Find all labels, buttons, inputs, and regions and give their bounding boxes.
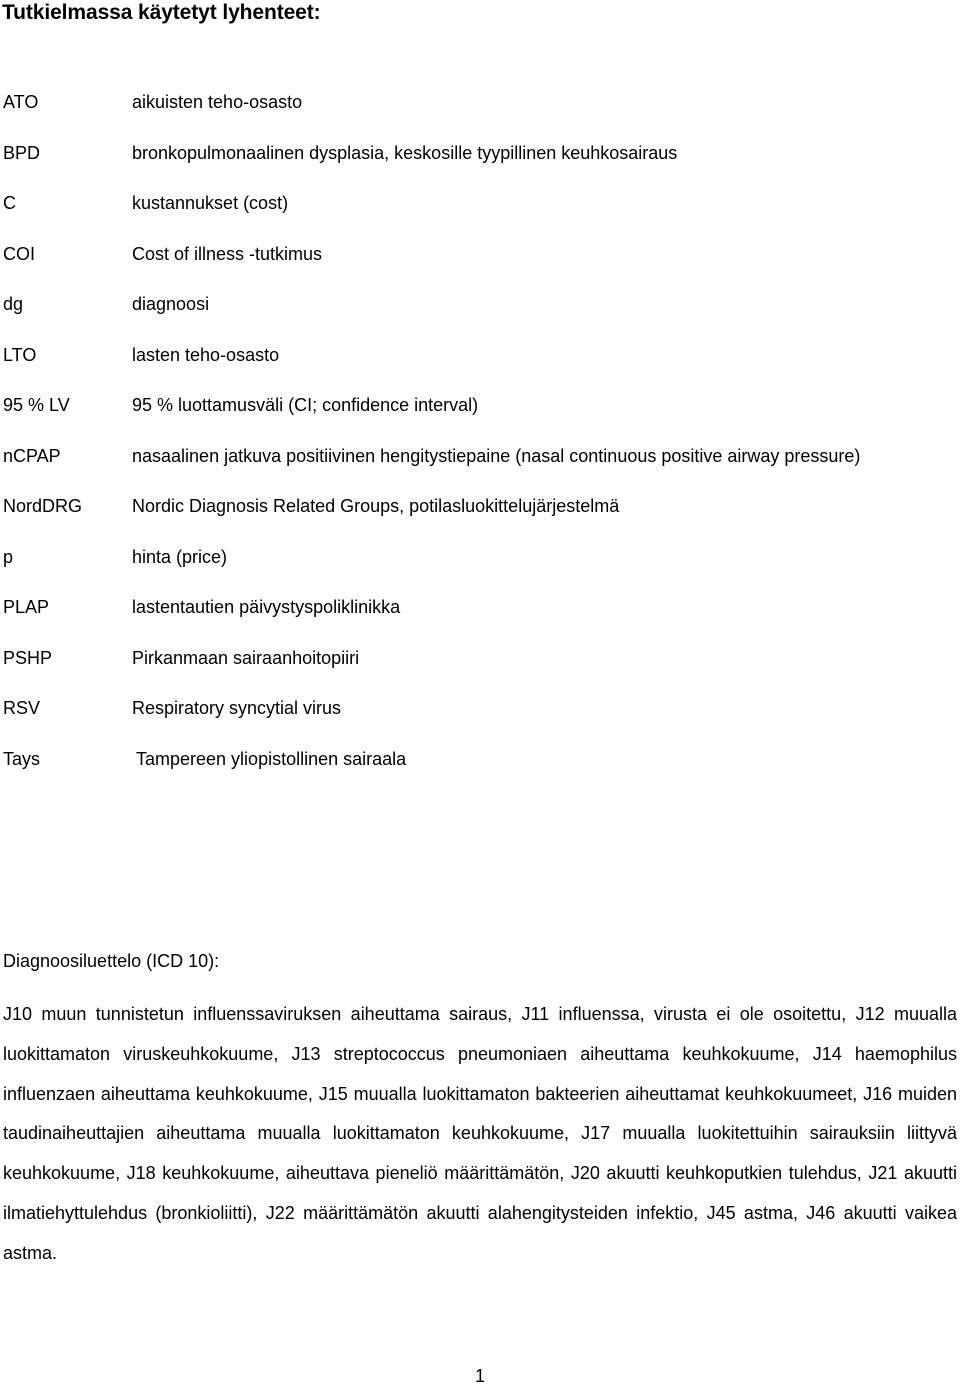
abbreviation-term: PSHP — [3, 647, 53, 668]
abbreviation-definition: 95 % luottamusväli (CI; confidence interval) — [132, 395, 479, 415]
abbreviation-row — [0, 743, 960, 794]
abbreviation-row — [0, 339, 960, 390]
abbreviation-definition: lasten teho-osasto — [132, 344, 280, 365]
abbreviation-row — [0, 490, 960, 541]
abbreviation-term: COI — [3, 243, 36, 264]
abbreviation-row — [0, 440, 960, 491]
abbreviation-term: RSV — [3, 698, 41, 718]
icd-diagnosis-list: J10 muun tunnistetun influenssaviruksen aiheuttama sairaus, J11 influenssa, virusta ei ole osoitettu, J12 muualla luokittamaton viruskeuhkokuume, J13 streptococcus pneumoniaen aiheuttama keuhkokuume, J14 haemophilus influenzaen aiheuttama keuhkokuume, J15 muualla luokittamaton bakteerien aiheuttamat keuhkokuumeet, J16 muiden taudinaiheuttajien aiheuttama muualla luokittamaton keuhkokuume, J17 muualla luokitettuihin sairauksiin liittyvä keuhkokuume, J18 keuhkokuume, aiheuttava pieneliö määrittämätön, J20 akuutti keuhkoputkien tulehdus, J21 akuutti ilmatiehyttulehdus (bronkioliitti), J22 määrittämätön akuutti alahengitysteiden infektio, J45 astma, J46 akuutti vaikea astma. — [3, 1004, 957, 1263]
abbreviation-definition: kustannukset (cost) — [132, 193, 289, 213]
abbreviation-row — [0, 187, 960, 238]
abbreviation-term: p — [3, 546, 14, 567]
abbreviation-term: C — [3, 193, 16, 213]
abbreviation-term: ATO — [3, 92, 39, 112]
icd-list-heading: Diagnoosiluettelo (ICD 10): — [3, 951, 220, 971]
abbreviation-definition: aikuisten teho-osasto — [132, 92, 303, 112]
abbreviation-term: LTO — [3, 344, 37, 365]
abbreviation-row — [0, 137, 960, 188]
abbreviation-definition: Pirkanmaan sairaanhoitopiiri — [132, 647, 360, 668]
abbreviation-definition: Cost of illness -tutkimus — [132, 243, 323, 264]
abbreviation-term: nCPAP — [3, 445, 61, 466]
abbreviation-term: PLAP — [3, 597, 50, 617]
abbreviation-row — [0, 642, 960, 693]
abbreviation-term: Tays — [3, 748, 41, 769]
abbreviation-term: 95 % LV — [3, 395, 70, 415]
abbreviation-definition: Tampereen yliopistollinen sairaala — [136, 748, 407, 769]
abbreviation-row — [0, 86, 960, 137]
page-title: Tutkielmassa käytetyt lyhenteet: — [2, 1, 321, 24]
page-number: 1 — [474, 1366, 485, 1386]
abbreviation-row — [0, 541, 960, 592]
abbreviation-term: BPD — [3, 142, 41, 163]
abbreviation-row — [0, 591, 960, 642]
abbreviation-row — [0, 288, 960, 339]
abbreviation-definition: hinta (price) — [132, 546, 228, 567]
abbreviation-term: dg — [3, 294, 24, 314]
abbreviation-definition: nasaalinen jatkuva positiivinen hengitystiepaine (nasal continuous positive airway pressure) — [132, 445, 861, 466]
abbreviation-list — [0, 86, 960, 793]
abbreviation-definition: lastentautien päivystyspoliklinikka — [132, 597, 401, 617]
abbreviation-definition: bronkopulmonaalinen dysplasia, keskosille tyypillinen keuhkosairaus — [132, 142, 678, 163]
abbreviation-definition: diagnoosi — [132, 294, 210, 314]
abbreviation-definition: Respiratory syncytial virus — [132, 698, 342, 718]
abbreviation-row — [0, 692, 960, 743]
abbreviation-row — [0, 238, 960, 289]
abbreviation-definition: Nordic Diagnosis Related Groups, potilasluokittelujärjestelmä — [132, 496, 620, 516]
abbreviation-term: NordDRG — [3, 496, 83, 516]
abbreviation-row — [0, 389, 960, 440]
